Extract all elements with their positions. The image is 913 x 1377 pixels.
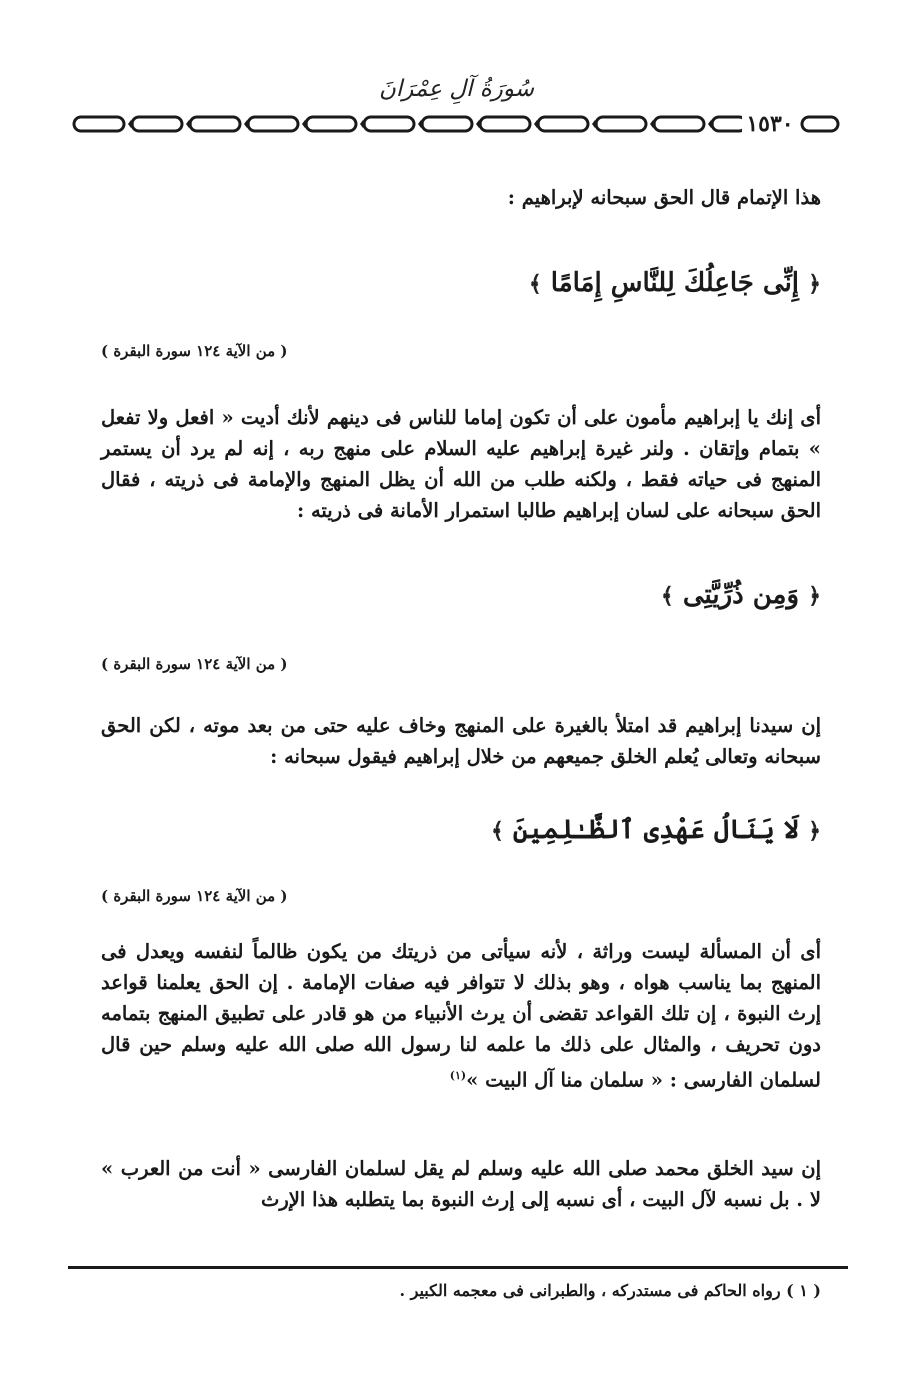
quran-verse-2: [661, 580, 821, 610]
paragraph-4: [101, 936, 821, 1096]
verse-text: وَمِن ذُرِّيَّتِى: [682, 580, 800, 610]
verse-close-bracket: ﴾: [660, 583, 674, 609]
verse-open-bracket: ﴿: [808, 583, 821, 609]
verse-open-bracket: ﴿: [808, 818, 821, 844]
chain-ornament-divider: [72, 112, 842, 136]
paragraph-5: إن سيد الخلق محمد صلى الله عليه وسلم لم يقل لسلمان الفارسى « أنت من العرب » لا . بل نسبه لآل البيت ، أى نسبه إلى إرث النبوة بما يتطلبه هذا الإرث: [101, 1157, 821, 1211]
quran-verse-1: [529, 268, 821, 298]
verse-close-bracket: ﴾: [490, 818, 504, 844]
surah-title: سُورَةُ آلِ عِمْرَانَ: [378, 76, 535, 102]
paragraph-1: هذا الإتمام قال الحق سبحانه لإبراهيم :: [507, 186, 821, 209]
footnote-1: ( ١ ) رواه الحاكم فى مستدركه ، والطبرانى فى معجمه الكبير .: [399, 1281, 821, 1300]
verse-text: إِنِّى جَاعِلُكَ لِلنَّاسِ إِمَامًا: [550, 268, 800, 298]
verse-reference-2: ( من الآية ١٢٤ سورة البقرة ): [101, 655, 288, 673]
verse-open-bracket: ﴿: [808, 271, 821, 297]
verse-reference-1: ( من الآية ١٢٤ سورة البقرة ): [101, 342, 288, 360]
paragraph-2: أى إنك يا إبراهيم مأمون على أن تكون إماما للناس فى دينهم لأنك أديت « افعل ولا تفعل » بتمام وإتقان . ولنر غيرة إبراهيم عليه السلام على منهج ربه ، إنه لم يرد أن يستمر المنهج فى حياته فقط ، ولكنه طلب من الله أن يظل المنهج والإمامة فى ذريته ، فقال الحق سبحانه على لسان إبراهيم طالبا استمرار الأمانة فى ذريته :: [101, 406, 821, 522]
footnote-divider: [68, 1266, 848, 1269]
verse-reference-3: ( من الآية ١٢٤ سورة البقرة ): [101, 887, 288, 905]
page-number: ١٥٣٠: [742, 111, 798, 137]
paragraph-4-text: أى أن المسألة ليست وراثة ، لأنه سيأتى من ذريتك من يكون ظالماً لنفسه ويعدل فى المنهج بما يناسب هواه ، وهو بذلك لا تتوافر فيه صفات الإمامة . إن الحق يعلمنا قواعد إرث النبوة ، إن تلك القواعد تقضى أن يرث الأنبياء من هو قادر على تطبيق المنهج بتمامه دون تحريف ، والمثال على ذلك ما علمه لنا رسول الله صلى الله عليه وسلم حين قال لسلمان الفارسى : « سلمان منا آل البيت »: [101, 940, 821, 1092]
paragraph-3: إن سيدنا إبراهيم قد امتلأ بالغيرة على المنهج وخاف عليه حتى من بعد موته ، لكن الحق سبحانه وتعالى يُعلم الخلق جميعهم من خلال إبراهيم فيقول سبحانه :: [101, 714, 821, 768]
footnote-marker: (١): [449, 1069, 467, 1082]
quran-verse-3: [491, 815, 821, 845]
verse-text: لَا يَنَالُ عَهْدِى ٱلظَّـٰلِمِينَ: [512, 815, 800, 845]
verse-close-bracket: ﴾: [528, 271, 542, 297]
